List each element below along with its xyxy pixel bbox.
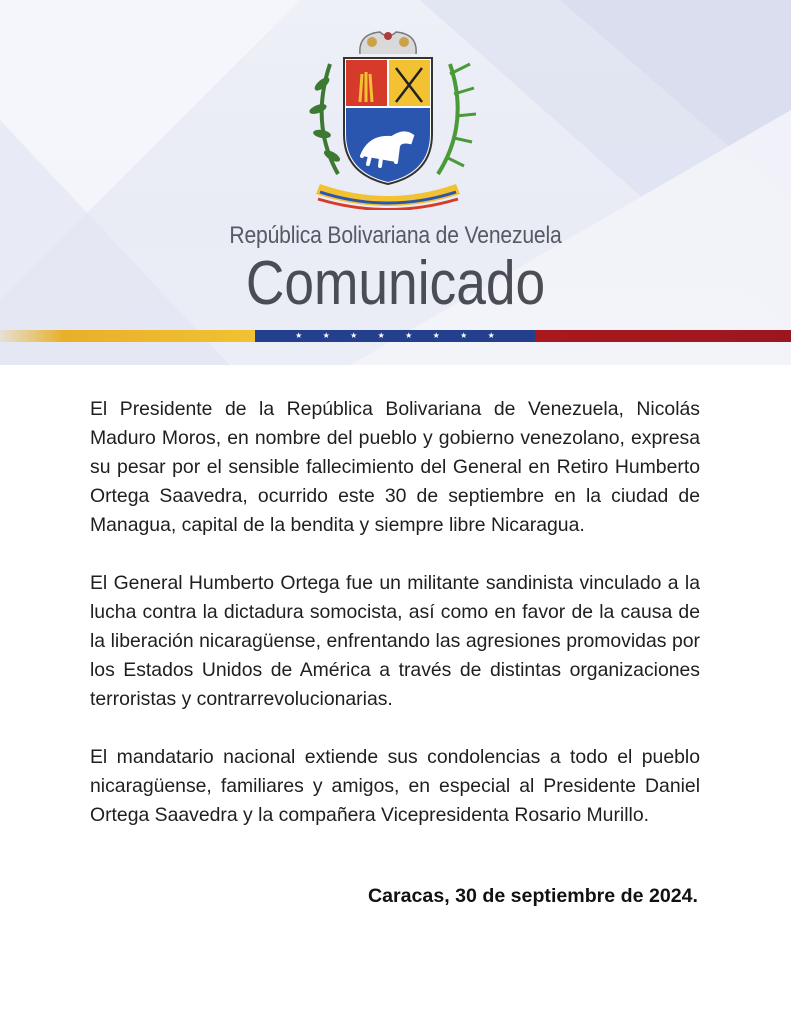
star-icon: ★: [432, 331, 440, 340]
star-icon: ★: [295, 331, 303, 340]
country-name-subtitle: República Bolivariana de Venezuela: [229, 222, 562, 249]
paragraph-1: El Presidente de la República Bolivariana de Venezuela, Nicolás Maduro Moros, en nombre del pueblo y gobierno venezolano, expresa su pesar por el sensible fallecimiento del General en Retiro Humberto Ortega Saavedra, ocurrido este 30 de septiembre en la ciudad de Managua, capital de la bendita y siempre libre Nicaragua.: [90, 398, 700, 536]
flag-bar-red: [535, 330, 791, 342]
paragraph-3: El mandatario nacional extiende sus condolencias a todo el pueblo nicaragüense, familiares y amigos, en especial al Presidente Daniel Ortega Saavedra y la compañera Vicepresidenta Rosario Murillo.: [90, 746, 700, 826]
flag-bar-yellow: [0, 330, 255, 342]
star-icon: ★: [487, 331, 495, 340]
star-icon: ★: [350, 331, 358, 340]
place-and-date: Caracas, 30 de septiembre de 2024.: [367, 885, 698, 907]
page-title: Comunicado: [245, 249, 546, 318]
star-icon: ★: [460, 331, 468, 340]
star-icon: ★: [405, 331, 413, 340]
flag-bar-blue: [255, 330, 535, 342]
star-icon: ★: [377, 331, 385, 340]
star-icon: ★: [322, 331, 330, 340]
coat-of-arms-venezuela-icon: [300, 24, 476, 210]
header-banner: [0, 0, 791, 365]
paragraph-2: El General Humberto Ortega fue un militante sandinista vinculado a la lucha contra la dictadura somocista, así como en favor de la causa de la liberación nicaragüense, enfrentando las agresiones promovidas por los Estados Unidos de América a través de distintas organizaciones terroristas y contrarrevolucionarias.: [90, 572, 700, 710]
communique-body: [90, 395, 700, 859]
flag-color-bar: [0, 330, 791, 342]
